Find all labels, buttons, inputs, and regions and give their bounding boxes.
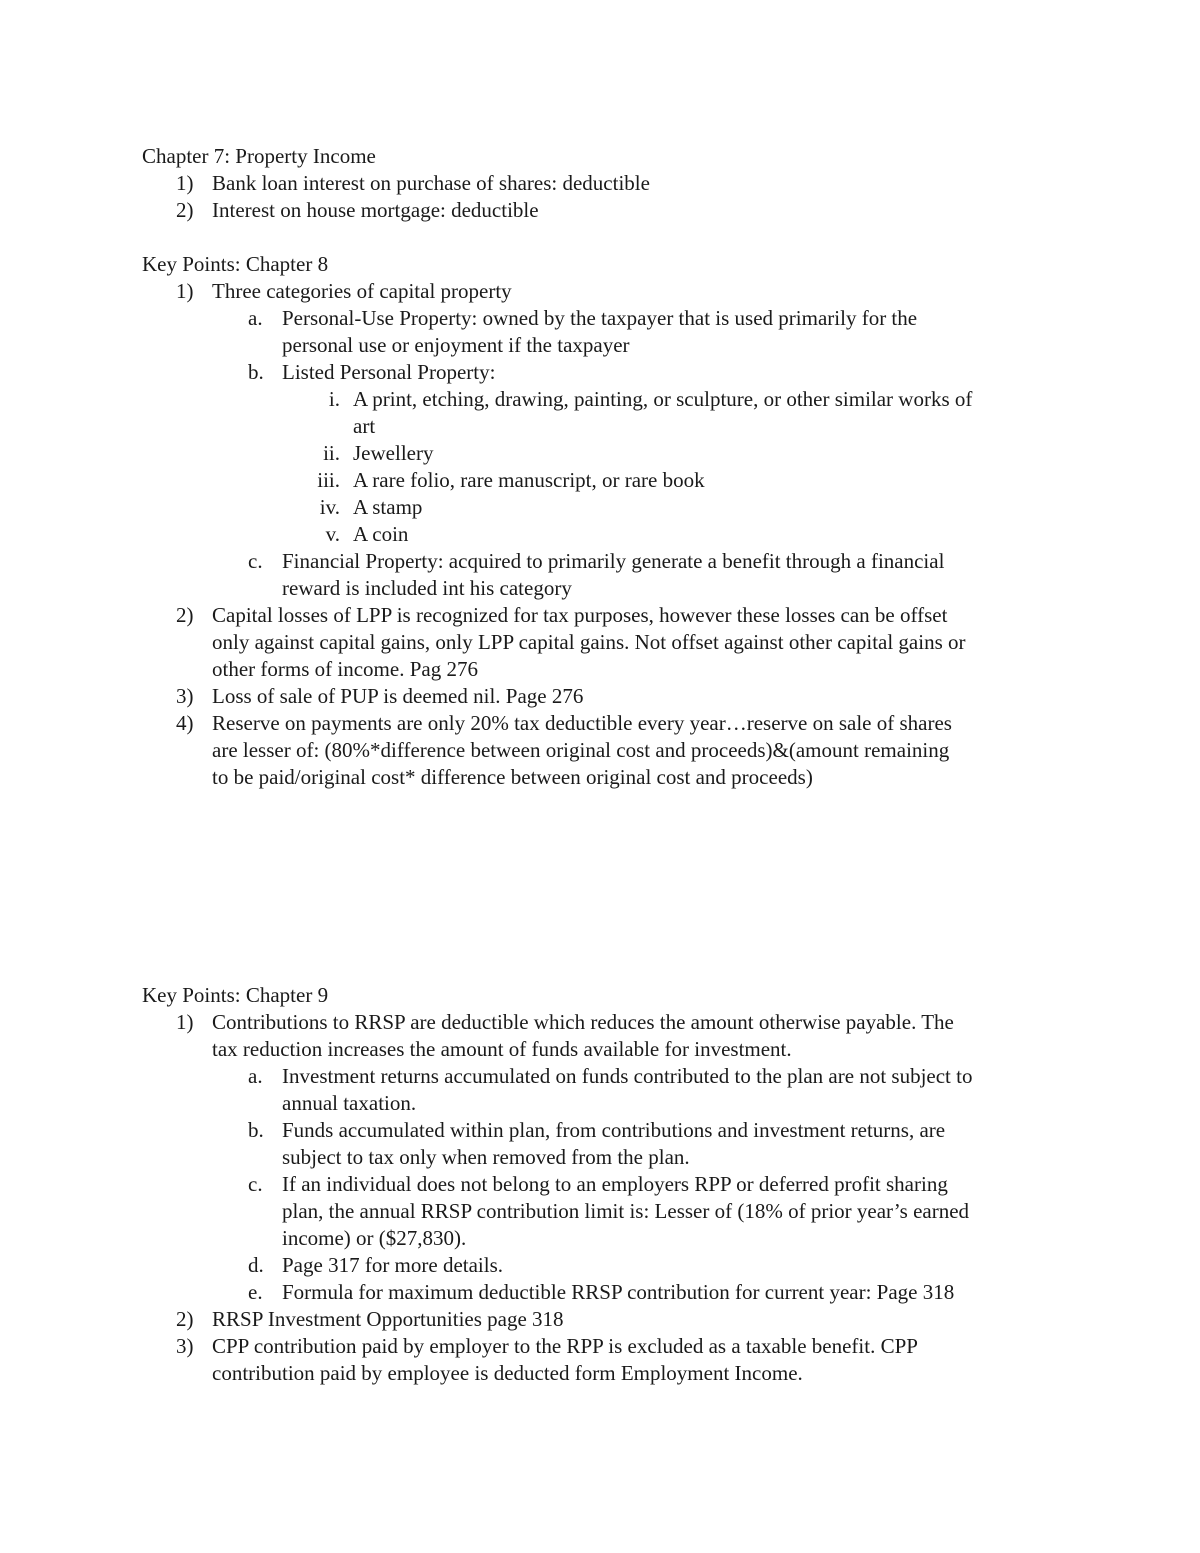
list-item-text: Contributions to RRSP are deductible which reduces the amount otherwise payable. The xyxy=(212,1010,954,1034)
list-item-text: Investment returns accumulated on funds contributed to the plan are not subject to xyxy=(282,1064,973,1088)
list-item xyxy=(0,602,1200,629)
list-item-text: plan, the annual RRSP contribution limit is: Lesser of (18% of prior year’s earned xyxy=(282,1199,970,1223)
list-marker: e. xyxy=(248,1280,263,1304)
list-item-text: RRSP Investment Opportunities page 318 xyxy=(212,1307,564,1331)
sub-list-item xyxy=(0,1252,1200,1279)
list-marker: b. xyxy=(248,1118,264,1142)
list-marker: c. xyxy=(248,549,263,573)
list-item-text: contribution paid by employee is deducted form Employment Income. xyxy=(212,1361,803,1385)
list-item-text: CPP contribution paid by employer to the RPP is excluded as a taxable benefit. CPP xyxy=(212,1334,918,1358)
list-marker: iii. xyxy=(317,468,340,492)
list-item-text: If an individual does not belong to an employers RPP or deferred profit sharing xyxy=(282,1172,948,1196)
list-item-continuation xyxy=(0,629,1200,656)
list-item-text: Listed Personal Property: xyxy=(282,360,496,384)
sub-list-item xyxy=(0,1063,1200,1090)
sub-list-item xyxy=(0,305,1200,332)
list-item-text: personal use or enjoyment if the taxpayer xyxy=(282,333,630,357)
list-item-text: A coin xyxy=(353,522,409,546)
roman-list-item-continuation xyxy=(0,413,1200,440)
sub-list-item xyxy=(0,1279,1200,1306)
list-item-continuation xyxy=(0,1036,1200,1063)
list-item-text: annual taxation. xyxy=(282,1091,417,1115)
list-item xyxy=(0,710,1200,737)
list-marker: d. xyxy=(248,1253,264,1277)
list-item xyxy=(0,170,1200,197)
list-item-text: Capital losses of LPP is recognized for tax purposes, however these losses can be offset xyxy=(212,603,948,627)
list-item-text: Financial Property: acquired to primarily generate a benefit through a financial xyxy=(282,549,945,573)
list-item-text: tax reduction increases the amount of funds available for investment. xyxy=(212,1037,792,1061)
list-marker: 2) xyxy=(176,198,194,222)
roman-list-item xyxy=(0,467,1200,494)
list-item-text: Three categories of capital property xyxy=(212,279,512,303)
roman-list-item xyxy=(0,440,1200,467)
roman-list-item xyxy=(0,521,1200,548)
list-item-text: only against capital gains, only LPP capital gains. Not offset against other capital gains or xyxy=(212,630,966,654)
list-item-text: A print, etching, drawing, painting, or sculpture, or other similar works of xyxy=(353,387,973,411)
list-item-text: Interest on house mortgage: deductible xyxy=(212,198,539,222)
list-item xyxy=(0,1009,1200,1036)
list-item-text: other forms of income. Pag 276 xyxy=(212,657,478,681)
sub-list-item xyxy=(0,1117,1200,1144)
sub-list-item-continuation xyxy=(0,1198,1200,1225)
list-marker: ii. xyxy=(323,441,340,465)
list-item-text: art xyxy=(353,414,376,438)
list-marker: a. xyxy=(248,306,263,330)
list-marker: iv. xyxy=(319,495,340,519)
list-item-text: Jewellery xyxy=(353,441,434,465)
sub-list-item-continuation xyxy=(0,1225,1200,1252)
roman-list-item xyxy=(0,494,1200,521)
list-marker: 2) xyxy=(176,603,194,627)
list-item xyxy=(0,1306,1200,1333)
sub-list-item-continuation xyxy=(0,1144,1200,1171)
list-marker: v. xyxy=(325,522,340,546)
list-item-text: are lesser of: (80%*difference between original cost and proceeds)&(amount remaining xyxy=(212,738,950,762)
list-marker: 1) xyxy=(176,279,194,303)
list-item-text: A stamp xyxy=(353,495,423,519)
sub-list-item xyxy=(0,359,1200,386)
list-marker: b. xyxy=(248,360,264,384)
list-item-continuation xyxy=(0,656,1200,683)
list-item-text: Page 317 for more details. xyxy=(282,1253,504,1277)
list-item-text: reward is included int his category xyxy=(282,576,572,600)
list-marker: 2) xyxy=(176,1307,194,1331)
list-item-text: A rare folio, rare manuscript, or rare book xyxy=(353,468,705,492)
list-item-text: to be paid/original cost* difference between original cost and proceeds) xyxy=(212,765,813,789)
list-marker: 3) xyxy=(176,684,194,708)
sub-list-item xyxy=(0,548,1200,575)
list-item-text: Personal-Use Property: owned by the taxpayer that is used primarily for the xyxy=(282,306,918,330)
list-marker: 3) xyxy=(176,1334,194,1358)
list-item-text: Formula for maximum deductible RRSP contribution for current year: Page 318 xyxy=(282,1280,955,1304)
chapter-9-heading: Key Points: Chapter 9 xyxy=(142,983,329,1007)
sub-list-item xyxy=(0,1171,1200,1198)
list-item-continuation xyxy=(0,737,1200,764)
list-item-continuation xyxy=(0,1360,1200,1387)
list-item-text: Reserve on payments are only 20% tax deductible every year…reserve on sale of shares xyxy=(212,711,952,735)
sub-list-item-continuation xyxy=(0,332,1200,359)
list-item xyxy=(0,683,1200,710)
list-marker: 1) xyxy=(176,1010,194,1034)
sub-list-item-continuation xyxy=(0,1090,1200,1117)
chapter-9-list xyxy=(0,1009,1200,1387)
list-marker: 1) xyxy=(176,171,194,195)
sub-list-item-continuation xyxy=(0,575,1200,602)
chapter-7-list xyxy=(0,170,1200,224)
list-marker: 4) xyxy=(176,711,194,735)
list-item-text: income) or ($27,830). xyxy=(282,1226,467,1250)
list-marker: a. xyxy=(248,1064,263,1088)
list-item-text: Funds accumulated within plan, from contributions and investment returns, are xyxy=(282,1118,946,1142)
list-item xyxy=(0,278,1200,305)
list-marker: i. xyxy=(328,387,340,411)
list-item xyxy=(0,1333,1200,1360)
chapter-7-heading: Chapter 7: Property Income xyxy=(142,144,376,168)
roman-list-item xyxy=(0,386,1200,413)
chapter-8-heading: Key Points: Chapter 8 xyxy=(142,252,329,276)
chapter-8-list xyxy=(0,278,1200,791)
list-marker: c. xyxy=(248,1172,263,1196)
list-item-text: subject to tax only when removed from the plan. xyxy=(282,1145,690,1169)
list-item-continuation xyxy=(0,764,1200,791)
list-item xyxy=(0,197,1200,224)
list-item-text: Loss of sale of PUP is deemed nil. Page 276 xyxy=(212,684,584,708)
list-item-text: Bank loan interest on purchase of shares: deductible xyxy=(212,171,650,195)
